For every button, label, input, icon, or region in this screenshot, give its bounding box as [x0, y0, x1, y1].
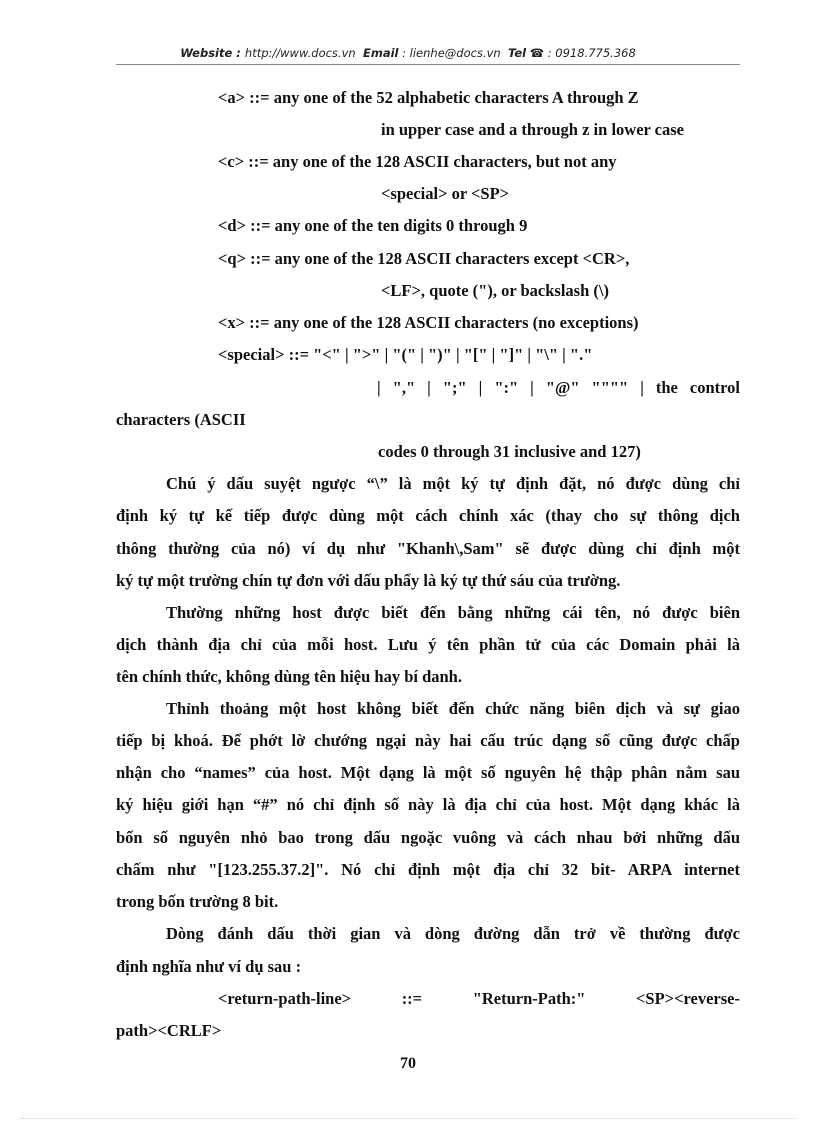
paragraph-2-line-3: tên chính thức, không dùng tên hiệu hay bí danh. [116, 667, 462, 686]
return-path-def-line1 [218, 989, 740, 1009]
page-header: Website : http://www.docs.vn Email : lienhe@docs.vn Tel ☎ : 0918.775.368 [180, 46, 636, 60]
paragraph-1-line-4: ký tự một trường chín tự đơn với dấu phẩy là ký tự thứ sáu của trường. [116, 571, 621, 590]
def-special-line4: codes 0 through 31 inclusive and 127) [378, 442, 641, 461]
return-path-def-line2: path><CRLF> [116, 1021, 222, 1040]
rp-op: ::= [401, 989, 423, 1008]
def-a-line2: in upper case and a through z in lower case [381, 120, 684, 139]
website-url[interactable]: http://www.docs.vn [244, 46, 356, 60]
tel-label: Tel [508, 46, 527, 60]
tel-value: 0918.775.368 [555, 46, 636, 60]
paragraph-3-line-5: bốn số nguyên nhỏ bao trong dấu ngoặc vuông và cách nhau bởi những dấu [116, 828, 740, 847]
paragraph-3-line-7: trong bốn trường 8 bit. [116, 892, 279, 911]
header-divider [116, 64, 740, 65]
rp-lhs: <return-path-line> [218, 989, 352, 1008]
def-c-line1: <c> ::= any one of the 128 ASCII characters, but not any [218, 152, 617, 171]
paragraph-4-line-1: Dòng đánh dấu thời gian và dòng đường dẫn trở về thường được [166, 924, 740, 943]
def-a-line1: <a> ::= any one of the 52 alphabetic characters A through Z [218, 88, 639, 107]
rp-rhs: <SP><reverse- [636, 989, 740, 1008]
def-d-line1: <d> ::= any one of the ten digits 0 through 9 [218, 216, 528, 235]
paragraph-1-line-3: thông thường của nó) ví dụ như "Khanh\,Sam" sẽ được dùng chỉ định một [116, 539, 740, 558]
def-special-line1: <special> ::= "<" | ">" | "(" | ")" | "[" | "]" | "\" | "." [218, 345, 593, 364]
def-q-line2: <LF>, quote ("), or backslash (\) [381, 281, 609, 300]
rp-keyword: "Return-Path:" [472, 989, 586, 1008]
footer-divider [20, 1118, 796, 1119]
paragraph-3-line-3: nhận cho “names” của host. Một dạng là một số nguyên hệ thập phân nằm sau [116, 763, 740, 782]
paragraph-3-line-6: chấm như "[123.255.37.2]". Nó chỉ định một địa chỉ 32 bit- ARPA internet [116, 860, 740, 879]
paragraph-3-line-2: tiếp bị khoá. Để phớt lờ chướng ngại này hai cấu trúc dạng số cũng được chấp [116, 731, 740, 750]
paragraph-1-line-2: định ký tự kế tiếp được dùng một cách chính xác (thay cho sự thông dịch [116, 506, 740, 525]
paragraph-3-line-4: ký hiệu giới hạn “#” nó chỉ định số này là địa chỉ của host. Một dạng khác là [116, 795, 740, 814]
paragraph-1-line-1: Chú ý dấu suyệt ngược “\” là một ký tự định đặt, nó được dùng chỉ [166, 474, 740, 493]
def-special-line2: | "," | ";" | ":" | "@" """" | the control [377, 378, 740, 397]
paragraph-2-line-2: dịch thành địa chỉ của mỗi host. Lưu ý tên phần tử của các Domain phải là [116, 635, 740, 654]
paragraph-2-line-1: Thường những host được biết đến bằng những cái tên, nó được biên [166, 603, 740, 622]
def-x-line1: <x> ::= any one of the 128 ASCII characters (no exceptions) [218, 313, 639, 332]
email-label: Email [363, 46, 399, 60]
paragraph-4-line-2: định nghĩa như ví dụ sau : [116, 957, 302, 976]
def-q-line1: <q> ::= any one of the 128 ASCII characters except <CR>, [218, 249, 630, 268]
def-c-line2: <special> or <SP> [381, 184, 510, 203]
def-special-line3: characters (ASCII [116, 410, 246, 429]
website-label: Website [180, 46, 233, 60]
paragraph-3-line-1: Thỉnh thoảng một host không biết đến chức năng biên dịch và sự giao [166, 699, 740, 718]
page-number: 70 [400, 1055, 416, 1072]
phone-icon: ☎ [529, 46, 545, 60]
email-value[interactable]: lienhe@docs.vn [409, 46, 501, 60]
